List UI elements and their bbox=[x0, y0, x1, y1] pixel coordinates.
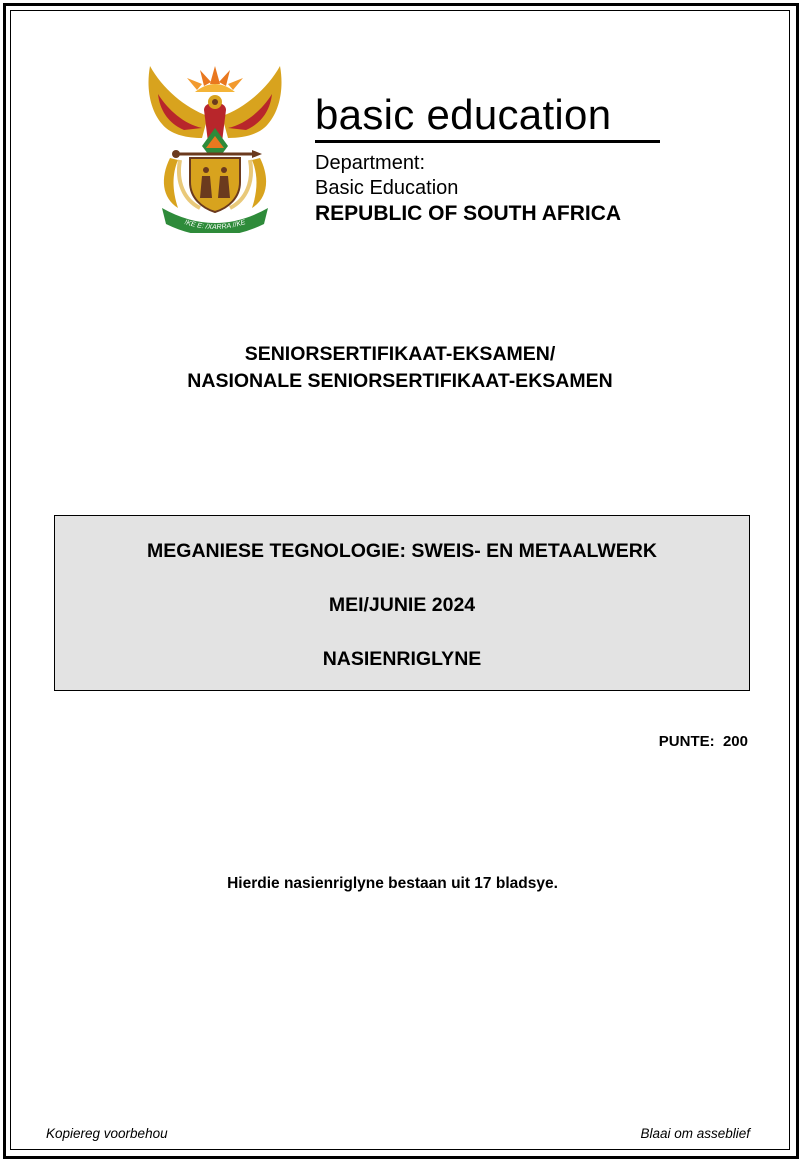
brand-department-label: Department: bbox=[315, 152, 426, 174]
department-branding bbox=[315, 92, 665, 227]
left-wing bbox=[149, 66, 209, 138]
sun-rays bbox=[187, 66, 243, 92]
brand-country: REPUBLIC OF SOUTH AFRICA bbox=[315, 202, 622, 225]
shield-icon bbox=[190, 158, 240, 212]
subject-box bbox=[54, 515, 750, 691]
coat-of-arms-icon bbox=[140, 58, 290, 233]
brand-title: basic education bbox=[315, 91, 612, 138]
document-type: NASIENRIGLYNE bbox=[322, 648, 482, 670]
right-wing bbox=[222, 66, 282, 138]
brand-divider bbox=[315, 140, 660, 143]
total-marks: PUNTE: 200 bbox=[658, 733, 748, 750]
exam-session: MEI/JUNIE 2024 bbox=[328, 594, 476, 616]
subject-name: MEGANIESE TEGNOLOGIE: SWEIS- EN METAALWERK bbox=[147, 540, 657, 562]
exam-title-line-1: SENIORSERTIFIKAAT-EKSAMEN/ bbox=[244, 343, 556, 365]
brand-department-name: Basic Education bbox=[315, 177, 459, 199]
footer-turn-over: Blaai om asseblief bbox=[640, 1126, 750, 1141]
page-count-note: Hierdie nasienriglyne bestaan uit 17 bladsye. bbox=[227, 875, 558, 892]
exam-title-line-2: NASIONALE SENIORSERTIFIKAAT-EKSAMEN bbox=[187, 370, 613, 392]
footer-copyright: Kopiereg voorbehou bbox=[46, 1126, 168, 1141]
exam-title bbox=[40, 341, 760, 395]
motto-text: !KE E: /XARRA //KE bbox=[183, 219, 247, 232]
